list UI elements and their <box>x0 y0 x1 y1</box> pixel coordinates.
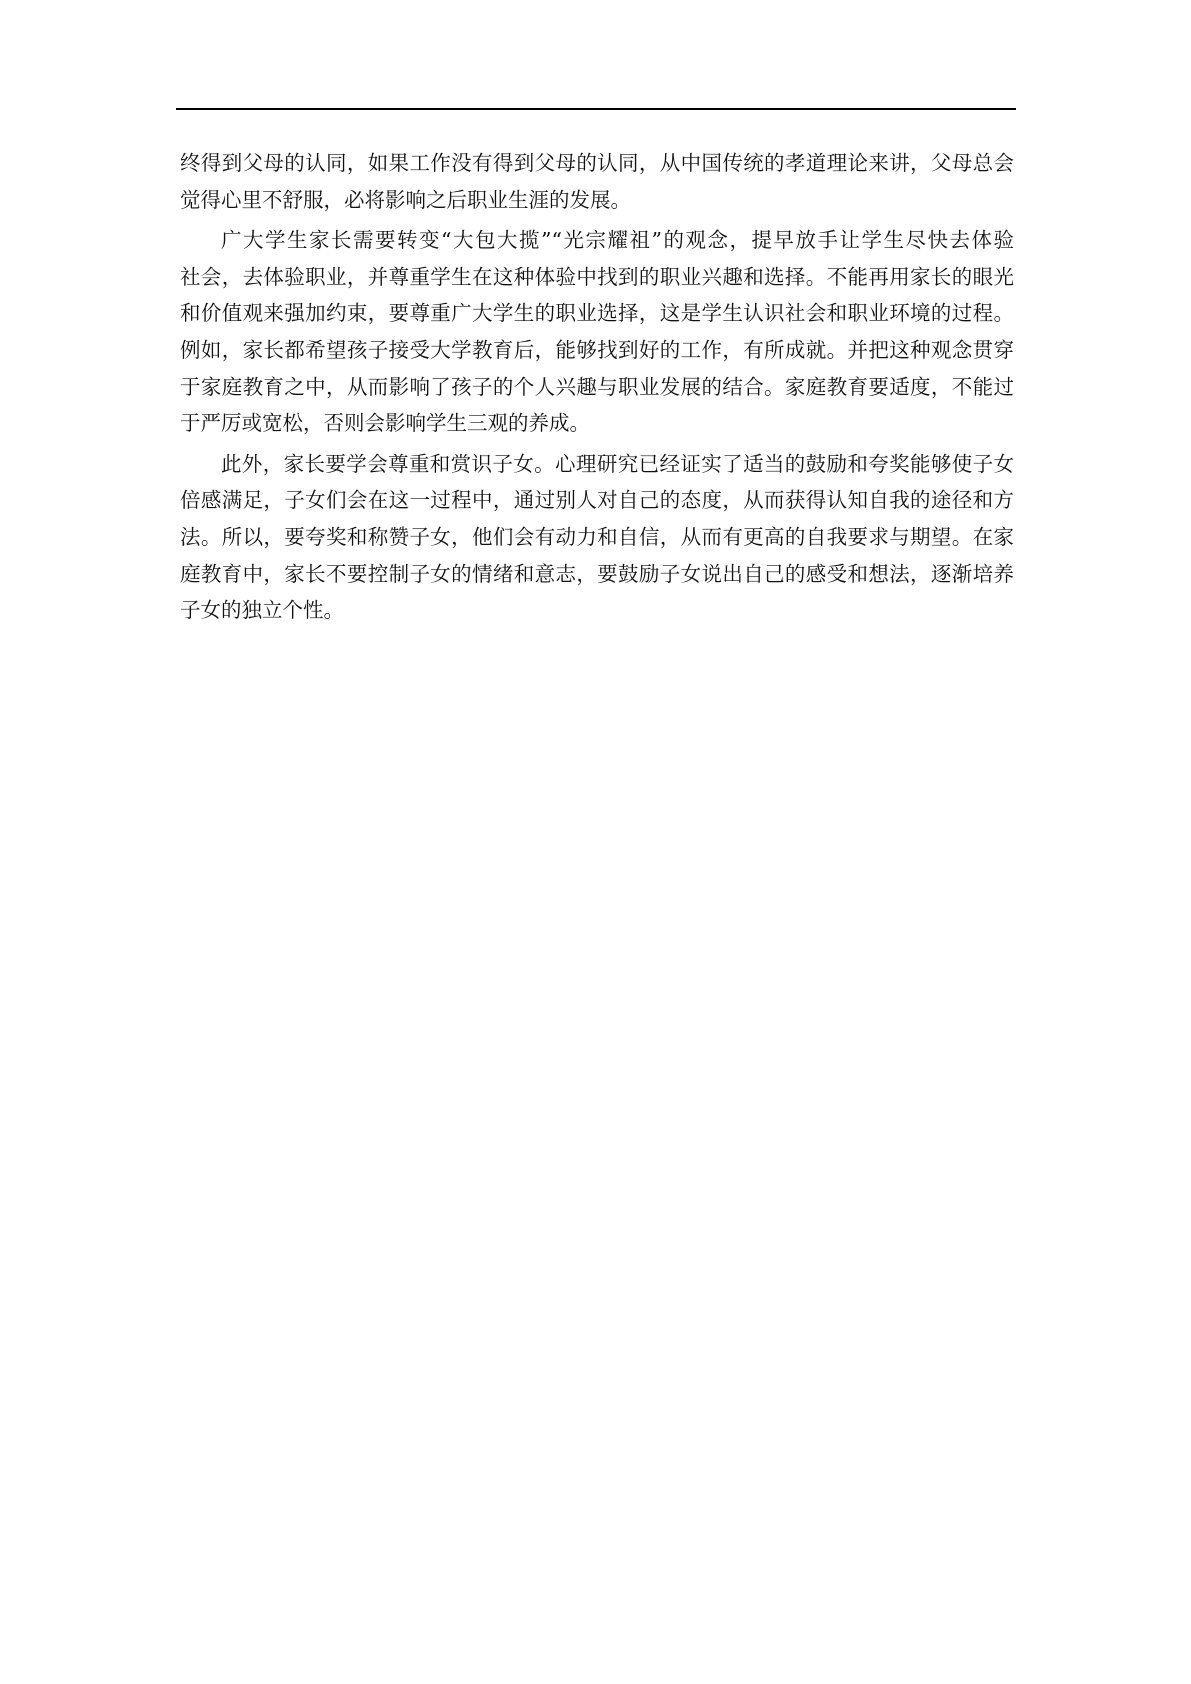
paragraph-2 <box>180 222 1014 442</box>
paragraph-line: 子女的独立个性。 <box>180 598 344 623</box>
paragraph-line: 倍感满足，子女们会在这一过程中，通过别人对自己的态度，从而获得认知自我的途径和方 <box>180 488 1014 513</box>
paragraph-line: 于严厉或宽松，否则会影响学生三观的养成。 <box>180 411 590 436</box>
paragraph-3 <box>180 446 1014 629</box>
paragraph-line: 例如，家长都希望孩子接受大学教育后，能够找到好的工作，有所成就。并把这种观念贯穿 <box>180 337 1014 362</box>
paragraph-line: 法。所以，要夸奖和称赞子女，他们会有动力和自信，从而有更高的自我要求与期望。在家 <box>180 524 1014 549</box>
paragraph-line: 终得到父母的认同，如果工作没有得到父母的认同，从中国传统的孝道理论来讲，父母总会 <box>180 151 1014 175</box>
paragraph-line: 庭教育中，家长不要控制子女的情绪和意志，要鼓励子女说出自己的感受和想法，逐渐培养 <box>180 561 1014 586</box>
body-text <box>180 145 1014 629</box>
paragraph-line: 和价值观来强加约束，要尊重广大学生的职业选择，这是学生认识社会和职业环境的过程。 <box>180 301 1014 326</box>
paragraph-line: 于家庭教育之中，从而影响了孩子的个人兴趣与职业发展的结合。家庭教育要适度，不能过 <box>180 374 1014 399</box>
paragraph-line: 社会，去体验职业，并尊重学生在这种体验中找到的职业兴趣和选择。不能再用家长的眼光 <box>180 264 1014 289</box>
header-rule <box>176 108 1016 110</box>
paragraph-line: 觉得心里不舒服，必将影响之后职业生涯的发展。 <box>180 187 631 212</box>
paragraph-1 <box>180 145 1014 218</box>
paragraph-line: 此外，家长要学会尊重和赏识子女。心理研究已经证实了适当的鼓励和夸奖能够使子女 <box>221 451 1014 476</box>
paragraph-line: 广大学生家长需要转变“大包大揽”“光宗耀祖”的观念，提早放手让学生尽快去体验 <box>221 228 1014 253</box>
